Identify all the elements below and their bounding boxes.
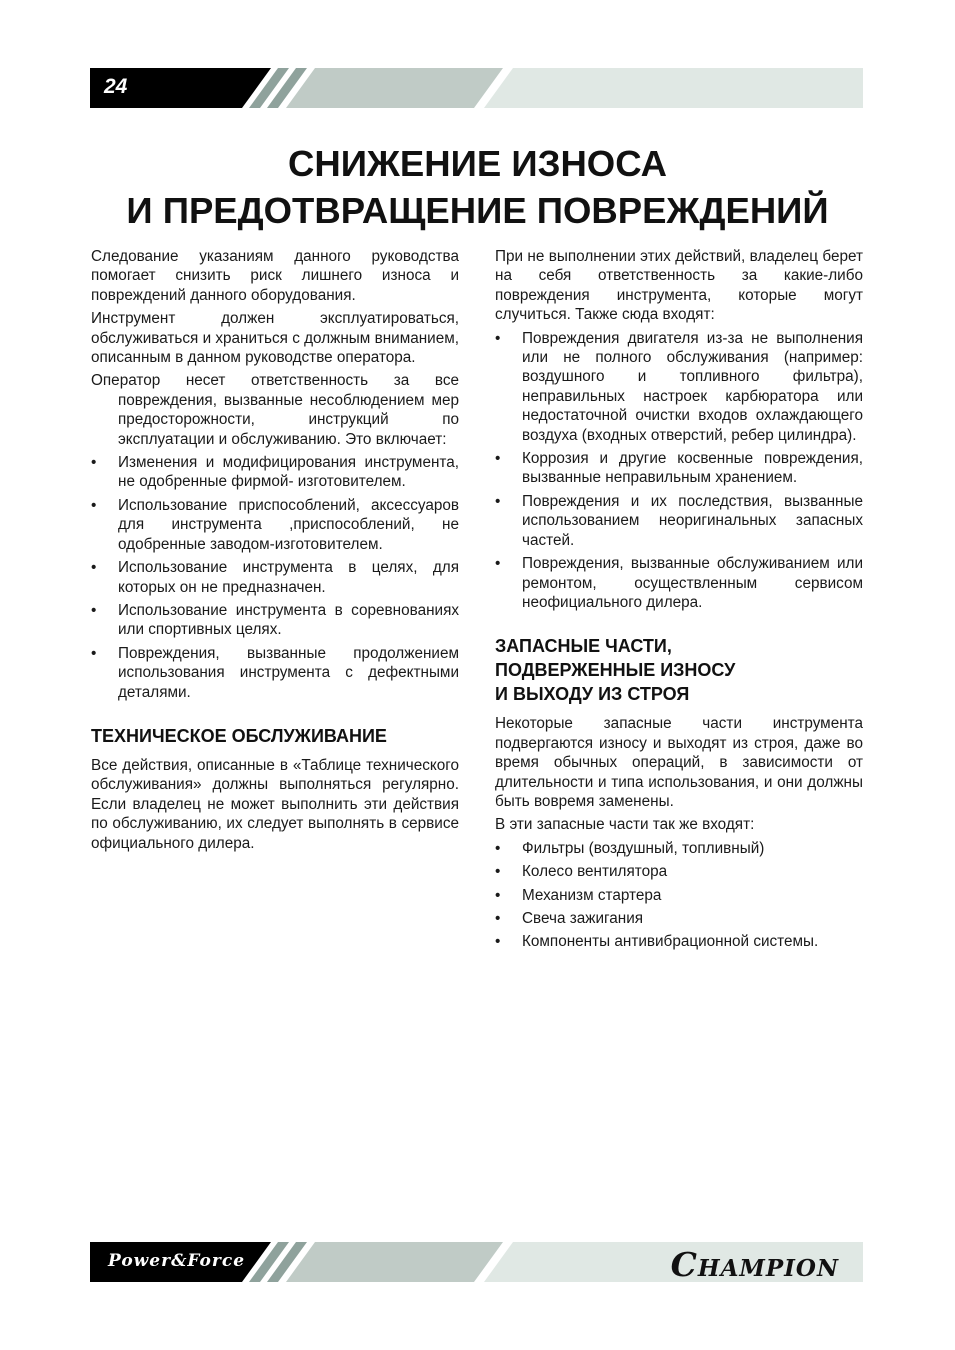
list-item: • Механизм стартера — [495, 886, 662, 904]
list-item: • Повреждения, вызванные обслуживанием или ремонтом, осуществленным сервисом неофициального дилера. — [495, 555, 863, 611]
damage-list — [495, 329, 863, 613]
paragraph: Инструмент должен эксплуатироваться, обслуживаться и храниться с должным вниманием, описанным в данном руководстве оператора. — [91, 310, 459, 367]
list-item: • Повреждения двигателя из-за не выполнения или не полного обслуживания (например: воздушного и топливного фильтра), неправильных настроек карбюратора или недостаточной очистки входов охлаждающего воздуха (входных отверстий, ребер цилиндра). — [495, 329, 863, 444]
paragraph: Все действия, описанные в «Таблице технического обслуживания» должны выполняться регулярно. Если владелец не может выполнить эти действия по обслуживанию, их следует выполнять в сервисе официального дилера. — [91, 756, 459, 852]
title-line-2: И ПРЕДОТВРАЩЕНИЕ ПОВРЕЖДЕНИЙ — [126, 190, 829, 231]
title-line-1: СНИЖЕНИЕ ИЗНОСА — [287, 143, 668, 184]
page-title — [0, 140, 955, 234]
list-item: • Колесо вентилятора — [495, 863, 668, 881]
paragraph: В эти запасные части так же входят: — [495, 816, 755, 834]
paragraph: Следование указаниям данного руководства помогает снизить риск лишнего износа и повреждений данного оборудования. — [91, 248, 459, 304]
list-item: • Повреждения, вызванные продолжением использования инструмента с дефектными деталями. — [91, 644, 459, 701]
section-heading-service: ТЕХНИЧЕСКОЕ ОБСЛУЖИВАНИЕ — [91, 725, 387, 746]
responsibility-list — [91, 453, 459, 702]
champion-logo: CHAMPION — [670, 1245, 839, 1284]
list-item: • Использование приспособлений, аксессуаров для инструмента ,приспособлений, не одобренные заводом-изготовителем. — [91, 496, 459, 553]
footer-band — [90, 1242, 863, 1282]
section-heading-parts: ЗАПАСНЫЕ ЧАСТИ, ПОДВЕРЖЕННЫЕ ИЗНОСУ И ВЫХОДУ ИЗ СТРОЯ — [495, 636, 736, 705]
power-force-logo: Power&Force — [108, 1251, 246, 1271]
list-item: • Фильтры (воздушный, топливный) — [495, 839, 765, 857]
list-item: • Коррозия и другие косвенные повреждения, вызванные неправильным хранением. — [495, 450, 863, 487]
page-number: 24 — [104, 75, 128, 98]
list-item: • Использование инструмента в целях, для которых он не предназначен. — [91, 559, 459, 596]
header-band — [90, 68, 863, 108]
list-item: • Свеча зажигания — [495, 909, 644, 927]
list-item: • Компоненты антивибрационной системы. — [495, 933, 819, 951]
right-column — [495, 247, 863, 956]
paragraph: Оператор несет ответственность за все повреждения, вызванные несоблюдением мер предосторожности, инструкций по эксплуатации и обслуживанию. Это включает: — [91, 372, 459, 448]
list-item: • Использование инструмента в соревнованиях или спортивных целях. — [91, 601, 459, 639]
header-stripes-graphic — [90, 68, 863, 108]
paragraph: При не выполнении этих действий, владелец берет на себя ответственность за какие-либо повреждения инструмента, которые могут случиться. Также сюда входят: — [495, 248, 863, 324]
left-column — [91, 247, 459, 857]
paragraph: Некоторые запасные части инструмента подвергаются износу и выходят из строя, даже во время обычных операций, в зависимости от длительности и типа использования, и они должны быть вовремя заменены. — [495, 715, 863, 810]
parts-list — [495, 839, 863, 952]
list-item: • Повреждения и их последствия, вызванные использованием неоригинальных запасных частей. — [495, 492, 863, 549]
list-item: • Изменения и модифицирования инструмента, не одобренные фирмой- изготовителем. — [91, 454, 459, 491]
